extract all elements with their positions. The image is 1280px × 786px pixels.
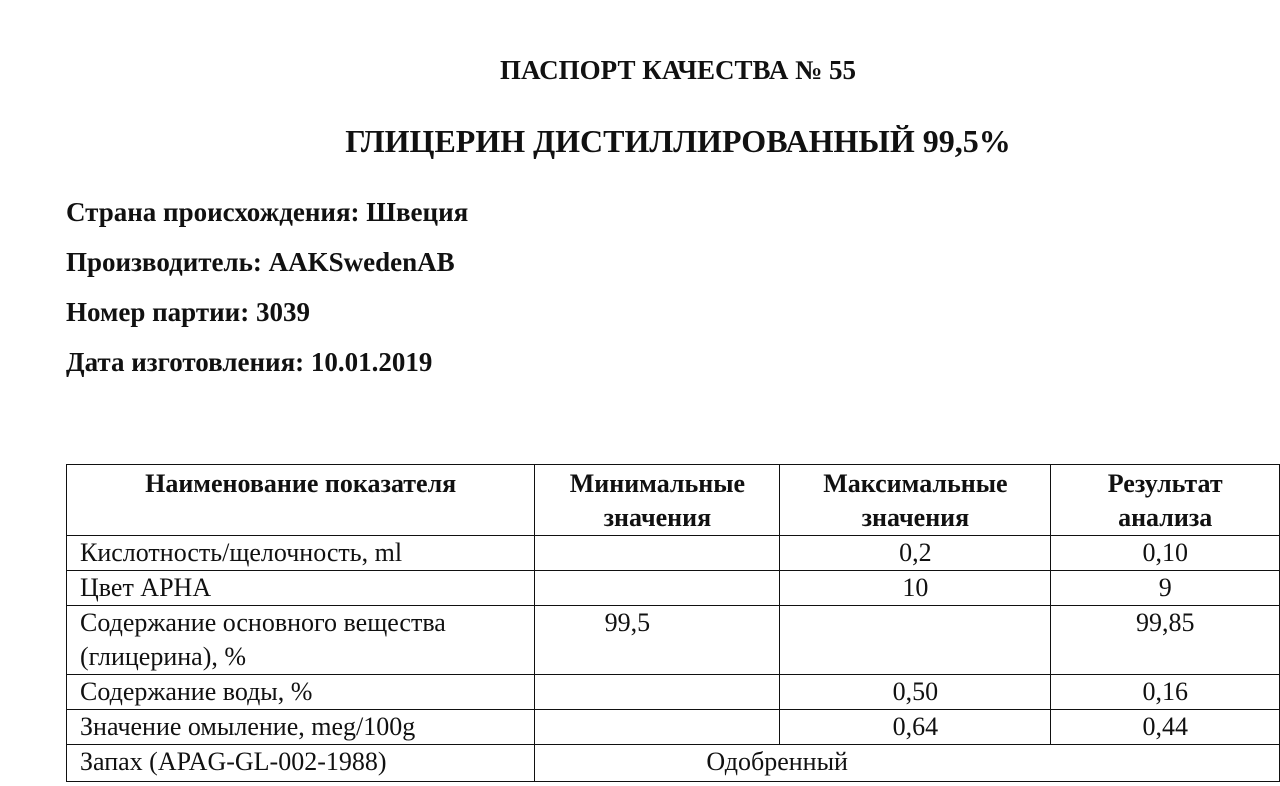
cell-min-value-text: 99,5 <box>604 608 651 637</box>
cell-parameter-name: Значение омыление, meg/100g <box>67 710 535 745</box>
country-label: Страна происхождения: <box>66 197 360 227</box>
cell-result-value: 0,44 <box>1051 710 1280 745</box>
cell-max-value: 0,50 <box>780 675 1051 710</box>
quality-table <box>66 464 1280 782</box>
cell-parameter-name-line2: (глицерина), % <box>80 642 247 671</box>
cell-min-value <box>535 571 780 606</box>
cell-merged-value-text: Одобренный <box>706 747 848 776</box>
table-row <box>67 606 1280 675</box>
batch-value: 3039 <box>255 297 310 327</box>
cell-result-value: 99,85 <box>1051 606 1280 675</box>
cell-parameter-name: Цвет APHA <box>67 571 535 606</box>
cell-result-value: 0,10 <box>1051 536 1280 571</box>
table-row <box>67 675 1280 710</box>
header-parameter-name-text: Наименование показателя <box>145 469 457 498</box>
date-label: Дата изготовления: <box>66 347 305 377</box>
batch-label: Номер партии: <box>66 297 250 327</box>
table-header-row <box>67 465 1280 536</box>
header-max-values <box>780 465 1051 536</box>
document-title: ПАСПОРТ КАЧЕСТВА № 55 <box>500 55 856 85</box>
cell-max-value: 0,64 <box>780 710 1051 745</box>
country-value: Швеция <box>366 197 469 227</box>
table-row <box>67 536 1280 571</box>
cell-min-value <box>535 710 780 745</box>
cell-min-value <box>535 536 780 571</box>
cell-merged-value <box>535 745 1280 782</box>
manufacturer-value: AAKSwedenAB <box>268 247 455 277</box>
product-name: ГЛИЦЕРИН ДИСТИЛЛИРОВАННЫЙ 99,5% <box>345 123 1011 159</box>
cell-max-value: 10 <box>780 571 1051 606</box>
header-max-line1: Максимальные <box>823 469 1008 498</box>
table-row <box>67 571 1280 606</box>
cell-min-value <box>535 606 780 675</box>
cell-parameter-name: Запах (APAG-GL-002-1988) <box>67 745 535 782</box>
header-min-values <box>535 465 780 536</box>
manufacturer-line <box>66 244 455 280</box>
cell-max-value: 0,2 <box>780 536 1051 571</box>
batch-line <box>66 294 310 330</box>
header-parameter-name <box>67 465 535 536</box>
table-row <box>67 745 1280 782</box>
header-min-line1: Минимальные <box>569 469 746 498</box>
cell-max-value <box>780 606 1051 675</box>
cell-parameter-name-line1: Содержание основного вещества <box>80 608 446 637</box>
cell-parameter-name: Кислотность/щелочность, ml <box>67 536 535 571</box>
manufacturer-label: Производитель: <box>66 247 262 277</box>
cell-min-value <box>535 675 780 710</box>
cell-parameter-name <box>67 606 535 675</box>
header-max-line2: значения <box>861 503 970 532</box>
cell-result-value: 9 <box>1051 571 1280 606</box>
header-result-line1: Результат <box>1107 469 1223 498</box>
header-min-line2: значения <box>603 503 712 532</box>
date-value: 10.01.2019 <box>310 347 433 377</box>
cell-result-value: 0,16 <box>1051 675 1280 710</box>
table-row <box>67 710 1280 745</box>
header-analysis-result <box>1051 465 1280 536</box>
cell-parameter-name: Содержание воды, % <box>67 675 535 710</box>
country-line <box>66 194 468 230</box>
date-line <box>66 344 432 380</box>
header-result-line2: анализа <box>1118 503 1213 532</box>
